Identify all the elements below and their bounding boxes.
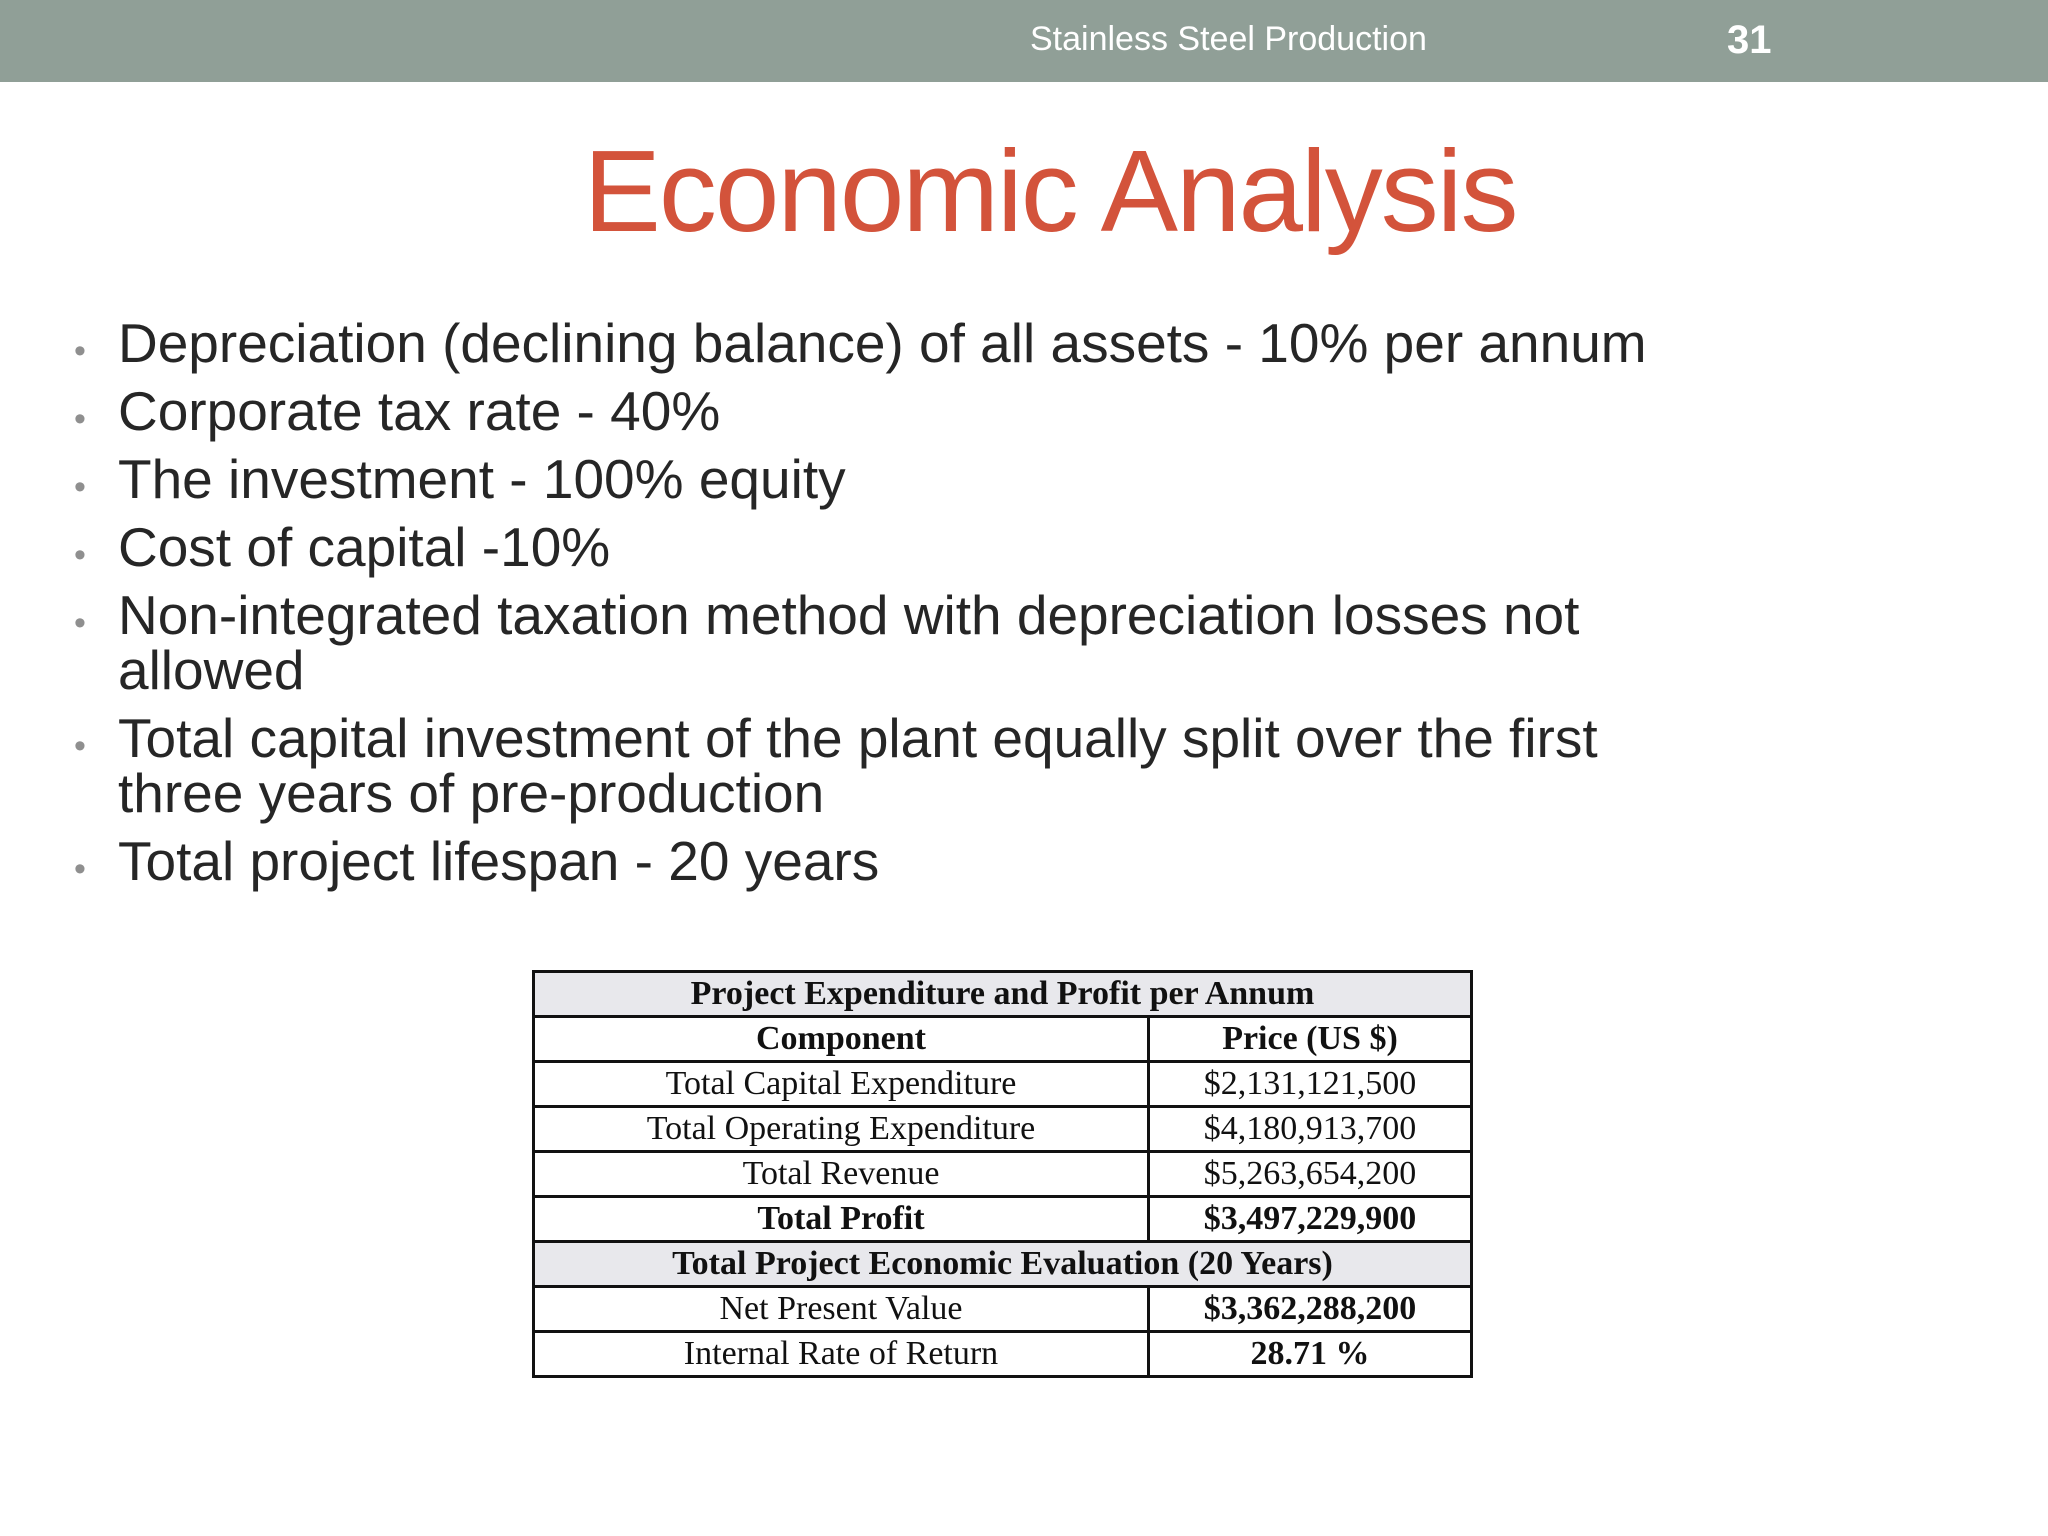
- table-row-total-profit: [534, 1197, 1472, 1242]
- table-cell-price: $5,263,654,200: [1149, 1152, 1472, 1197]
- table-column-header-row: [534, 1017, 1472, 1062]
- table-section-title: Total Project Economic Evaluation (20 Years): [534, 1242, 1472, 1287]
- column-header-price: Price (US $): [1149, 1017, 1472, 1062]
- bullet-item: [74, 380, 1774, 442]
- table-row: [534, 1287, 1472, 1332]
- table-section-header-row: [534, 972, 1472, 1017]
- table-cell-price: $4,180,913,700: [1149, 1107, 1472, 1152]
- bullet-text: Total capital investment of the plant equally split over the first three years of pre-production: [118, 707, 1598, 824]
- bullet-text: Corporate tax rate - 40%: [118, 380, 721, 442]
- column-header-component: Component: [534, 1017, 1149, 1062]
- table-cell-price: $2,131,121,500: [1149, 1062, 1472, 1107]
- table-cell-price: $3,497,229,900: [1149, 1197, 1472, 1242]
- bullet-item: [74, 312, 1774, 374]
- bullet-text: Cost of capital -10%: [118, 516, 611, 578]
- table-cell-price: $3,362,288,200: [1149, 1287, 1472, 1332]
- bullet-dot-icon: •: [74, 536, 86, 574]
- table-row: [534, 1062, 1472, 1107]
- bullet-dot-icon: •: [74, 400, 86, 438]
- bullet-text: Non-integrated taxation method with depreciation losses not allowed: [118, 584, 1580, 701]
- table-cell-component: Net Present Value: [534, 1287, 1149, 1332]
- bullet-item: [74, 516, 1774, 578]
- table-row: [534, 1152, 1472, 1197]
- table-row: [534, 1107, 1472, 1152]
- table-cell-price: 28.71 %: [1149, 1332, 1472, 1377]
- table-cell-component: Internal Rate of Return: [534, 1332, 1149, 1377]
- slide-number: 31: [1727, 18, 1772, 62]
- economics-table: [532, 970, 1473, 1378]
- bullet-text: Depreciation (declining balance) of all assets - 10% per annum: [118, 312, 1647, 374]
- presentation-title: Stainless Steel Production: [1030, 20, 1427, 58]
- table-section-header-row: [534, 1242, 1472, 1287]
- bullet-dot-icon: •: [74, 850, 86, 888]
- bullet-dot-icon: •: [74, 332, 86, 370]
- bullet-dot-icon: •: [74, 727, 86, 765]
- table-cell-component: Total Revenue: [534, 1152, 1149, 1197]
- bullet-item: [74, 830, 1774, 892]
- bullet-item: [74, 584, 1718, 701]
- economics-table-container: [532, 970, 1473, 1378]
- bullet-item: [74, 707, 1718, 824]
- table-cell-component: Total Capital Expenditure: [534, 1062, 1149, 1107]
- bullet-text: The investment - 100% equity: [118, 448, 846, 510]
- header-bar: [0, 0, 2048, 82]
- table-section-title: Project Expenditure and Profit per Annum: [534, 972, 1472, 1017]
- bullet-item: [74, 448, 1774, 510]
- bullet-dot-icon: •: [74, 468, 86, 506]
- bullet-list: [74, 312, 1774, 902]
- bullet-dot-icon: •: [74, 604, 86, 642]
- bullet-text: Total project lifespan - 20 years: [118, 830, 880, 892]
- table-cell-component: Total Profit: [534, 1197, 1149, 1242]
- table-row: [534, 1332, 1472, 1377]
- table-cell-component: Total Operating Expenditure: [534, 1107, 1149, 1152]
- slide-title: Economic Analysis: [583, 126, 1517, 256]
